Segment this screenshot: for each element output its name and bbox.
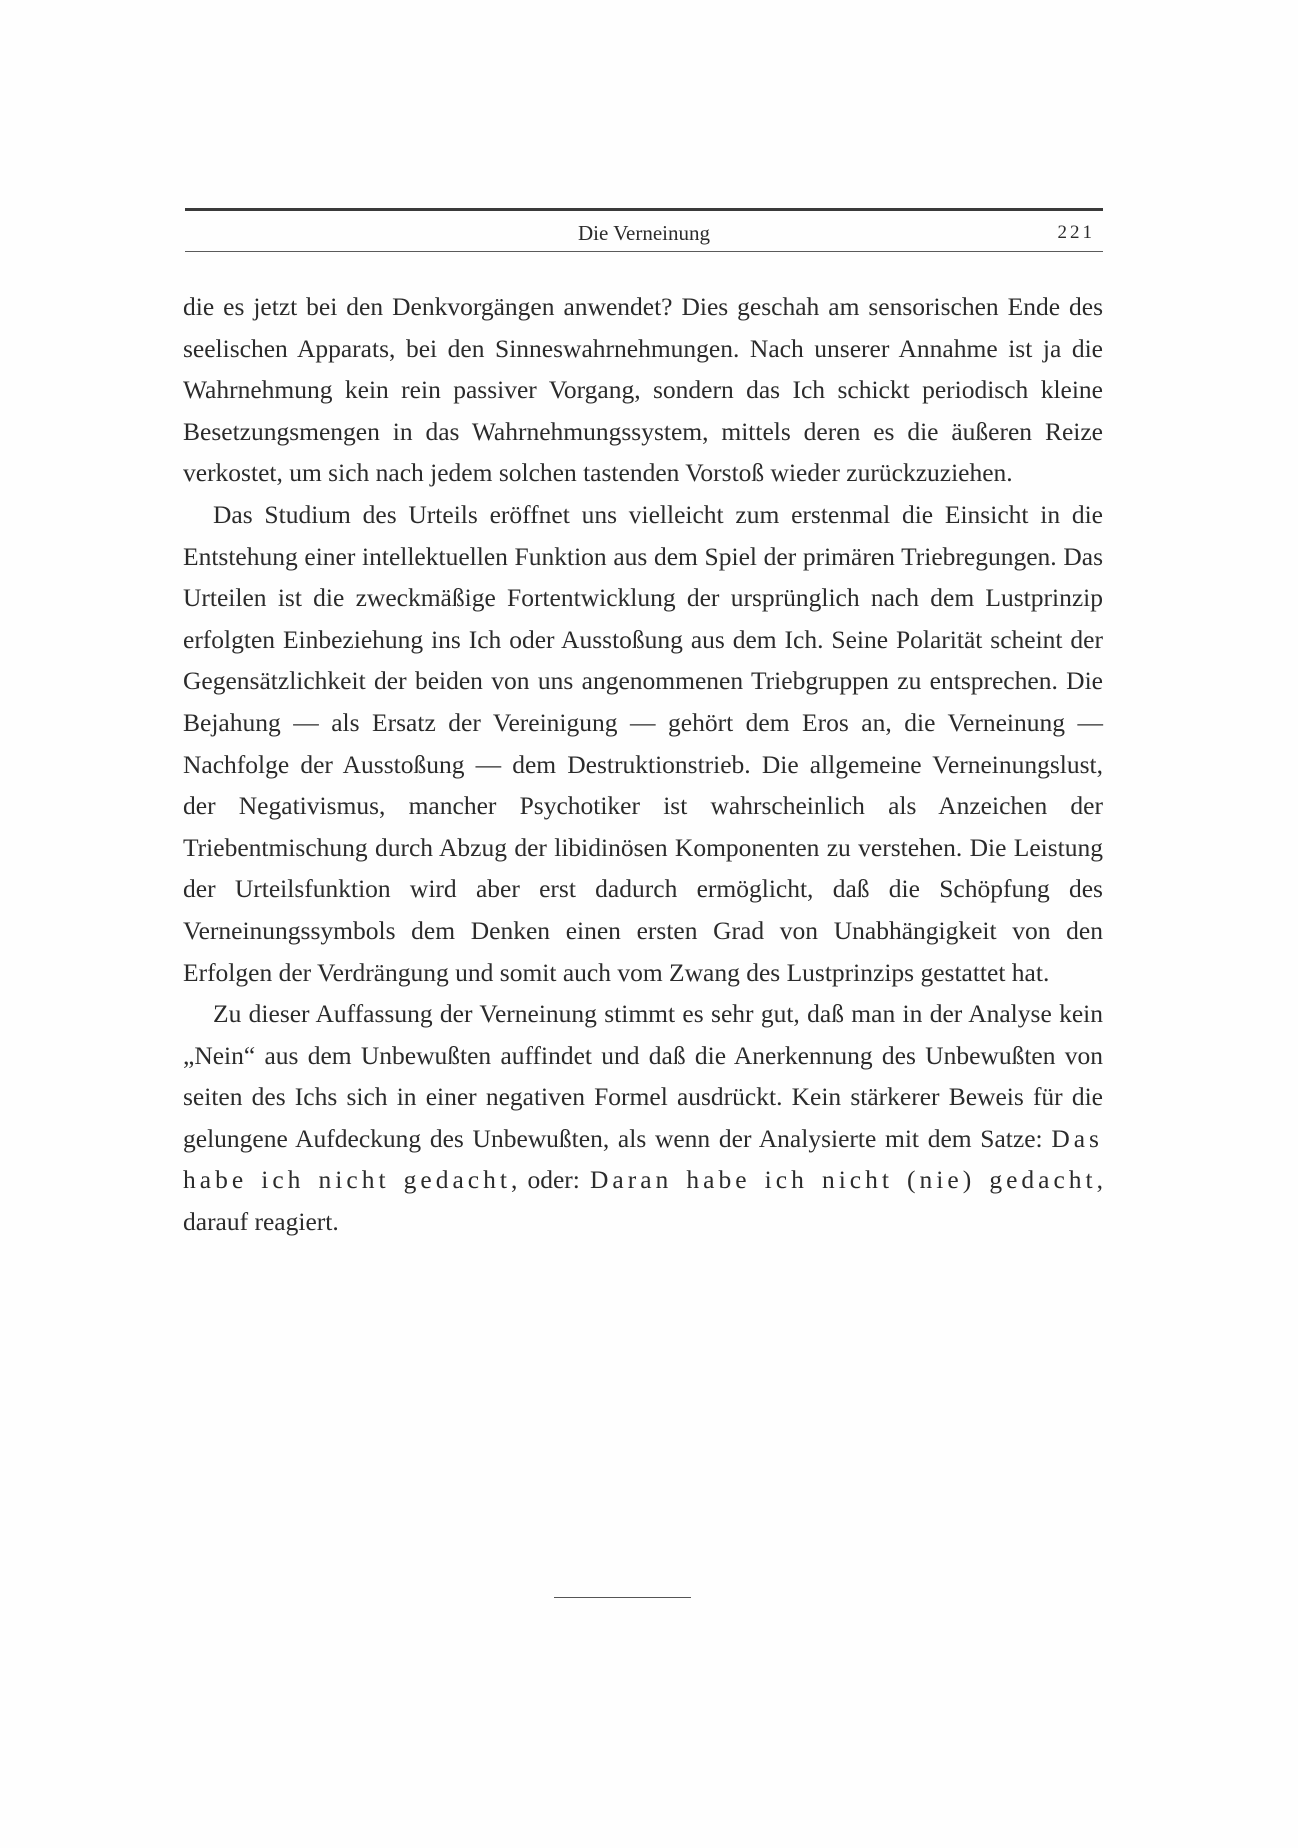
paragraph-2 — [183, 494, 1103, 993]
end-rule — [554, 1597, 691, 1598]
page-number: 221 — [1057, 222, 1095, 243]
paragraph-2-text: Das Studium des Urteils eröffnet uns vielleicht zum erstenmal die Einsicht in die Entstehung einer intellektuellen Funktion aus dem Spiel der primären Triebregungen. Das Urteilen ist die zweckmäßige Fortentwicklung der ursprünglich nach dem Lustprinzip erfolgten Einbeziehung ins Ich oder Ausstoßung aus dem Ich. Seine Polarität scheint der Gegensätzlichkeit der beiden von uns angenommenen Triebgruppen zu entsprechen. Die Bejahung — als Ersatz der Vereinigung — gehört dem Eros an, die Verneinung — Nachfolge der Ausstoßung — dem Destruktionstrieb. Die allgemeine Verneinungslust, der Negativismus, mancher Psychotiker ist wahrscheinlich als Anzeichen der Triebentmischung durch Abzug der libidinösen Komponenten zu verstehen. Die Leistung der Urteilsfunktion wird aber erst dadurch ermöglicht, daß die Schöpfung des Verneinungssymbols dem Denken einen ersten Grad von Unabhängigkeit von den Erfolgen der Verdrängung und somit auch vom Zwang des Lustprinzips gestattet hat. — [183, 499, 1103, 987]
header-rule-bottom — [185, 251, 1103, 252]
body-text — [183, 286, 1103, 1243]
paragraph-1 — [183, 286, 1103, 494]
running-title: Die Verneinung — [578, 221, 710, 245]
paragraph-1-text: die es jetzt bei den Denkvorgängen anwendet? Dies geschah am sensorischen Ende des seelischen Apparats, bei den Sinneswahrnehmungen. Nach unserer Annahme ist ja die Wahrnehmung kein rein passiver Vorgang, sondern das Ich schickt periodisch kleine Besetzungsmengen in das Wahrnehmungssystem, mittels deren es die äußeren Reize verkostet, um sich nach jedem solchen tastenden Vorstoß wieder zurückzuziehen. — [183, 292, 1103, 488]
spaced-quote-1: Das habe ich nicht gedacht — [183, 1123, 1103, 1195]
paragraph-3-connector: , oder: — [510, 1165, 590, 1195]
spaced-quote-2: Daran habe ich nicht (nie) gedacht — [589, 1165, 1097, 1195]
header-rule-top — [185, 208, 1103, 211]
running-head — [185, 218, 1103, 248]
paragraph-3 — [183, 993, 1103, 1243]
paragraph-3-text: Zu dieser Auffassung der Verneinung stimmt es sehr gut, daß man in der Analyse kein „Nein“ aus dem Unbewußten auffindet und daß die Anerkennung des Unbewußten von seiten des Ichs sich in einer negativen Formel ausdrückt. Kein stärkerer Beweis für die gelungene Aufdeckung des Unbewußten, als wenn der Analysierte mit dem Satze: — [183, 999, 1103, 1153]
paragraph-3-ending: , darauf reagiert. — [183, 1165, 1103, 1237]
